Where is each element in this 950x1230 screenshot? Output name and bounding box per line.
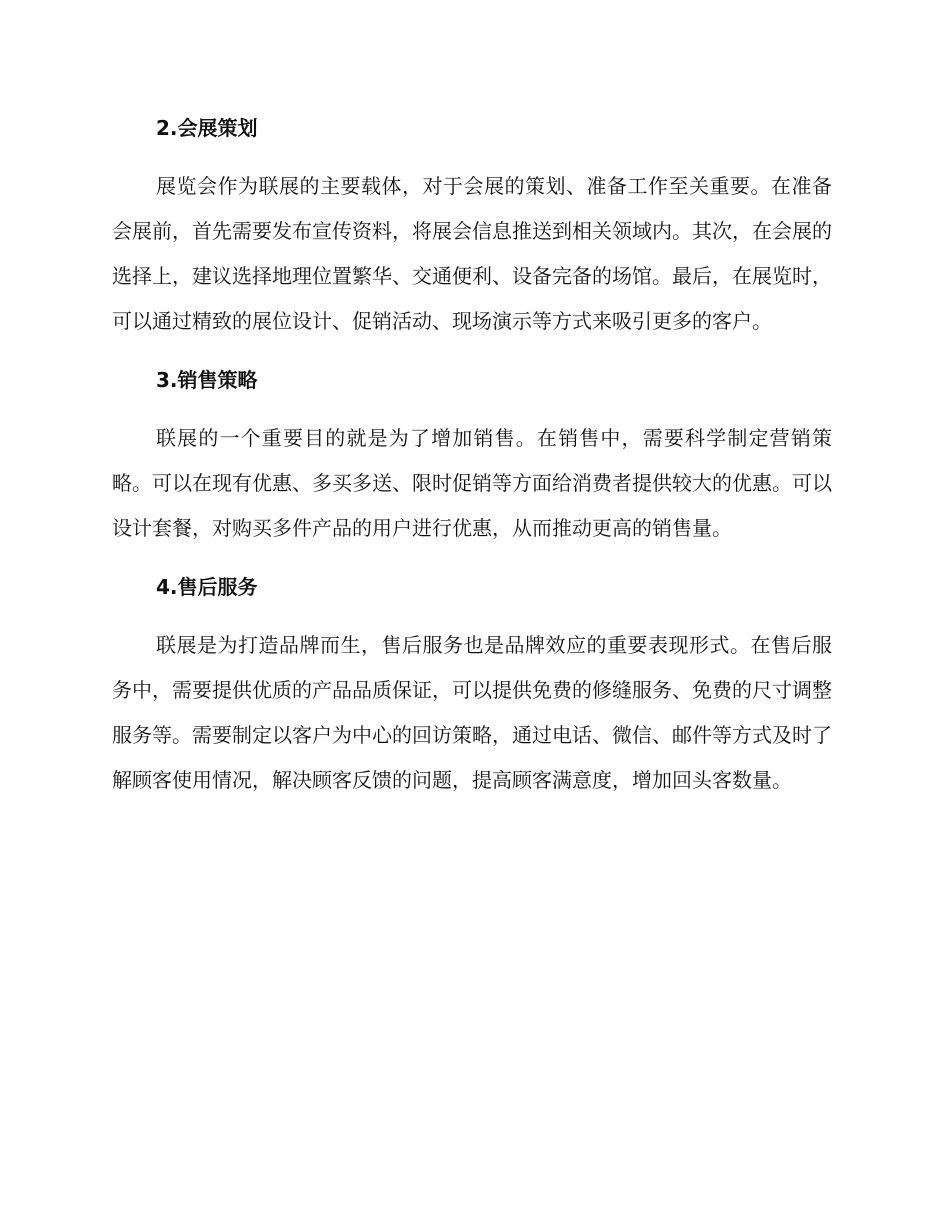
section-paragraph: 联展是为打造品牌而生，售后服务也是品牌效应的重要表现形式。在售后服务中，需要提供优质的产品品质保证，可以提供免费的修缝服务、免费的尺寸调整服务等。需要制定以客户为中心的回访策略，通过电话、微信、邮件等方式及时了解顾客使用情况，解决顾客反馈的问题，提高顾客满意度，增加回头客数量。 xyxy=(112,633,832,792)
section-heading: 4.售后服务 xyxy=(156,575,258,599)
document-body xyxy=(112,108,832,819)
section-paragraph: 展览会作为联展的主要载体，对于会展的策划、准备工作至关重要。在准备会展前，首先需要发布宣传资料，将展会信息推送到相关领域内。其次，在会展的选择上，建议选择地理位置繁华、交通便利、设备完备的场馆。最后，在展览时，可以通过精致的展位设计、促销活动、现场演示等方式来吸引更多的客户。 xyxy=(112,174,832,333)
section-exhibition-planning xyxy=(112,108,832,344)
section-heading: 2.会展策划 xyxy=(156,116,258,140)
section-after-sales-service xyxy=(112,567,832,803)
section-paragraph: 联展的一个重要目的就是为了增加销售。在销售中，需要科学制定营销策略。可以在现有优惠、多买多送、限时促销等方面给消费者提供较大的优惠。可以设计套餐，对购买多件产品的用户进行优惠，从而推动更高的销售量。 xyxy=(112,426,832,540)
section-sales-strategy xyxy=(112,360,832,551)
section-heading: 3.销售策略 xyxy=(156,368,258,392)
